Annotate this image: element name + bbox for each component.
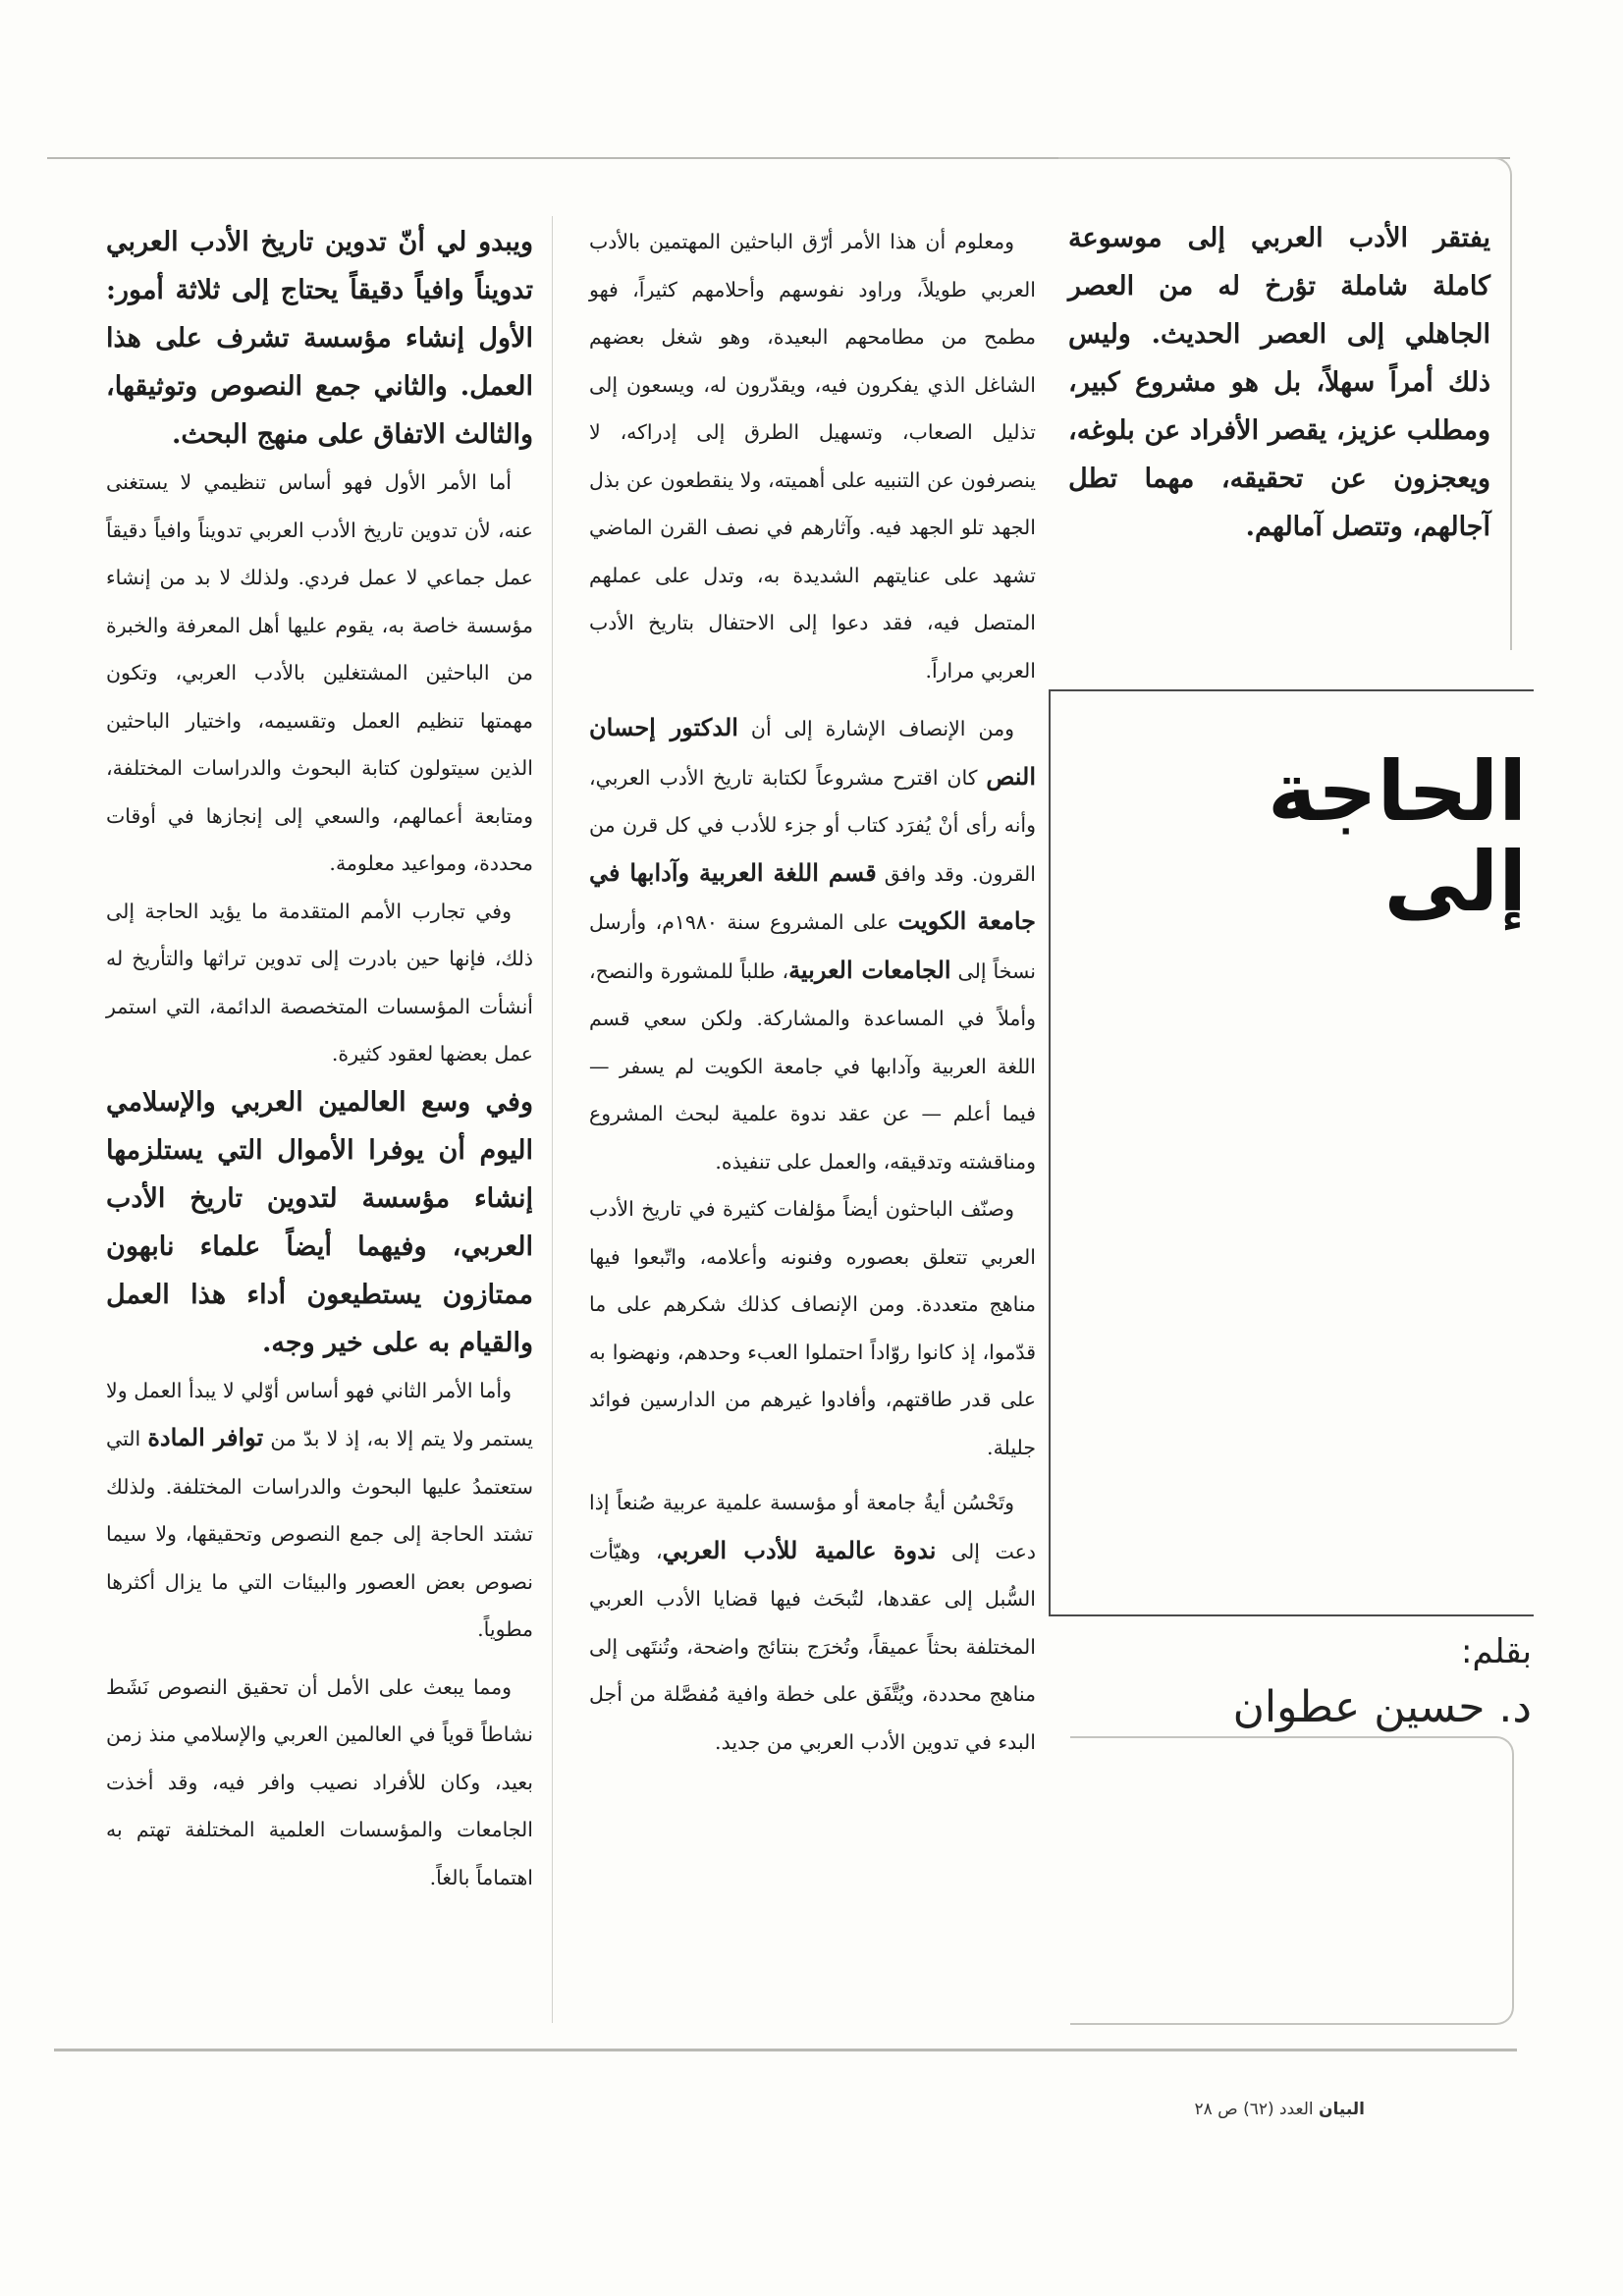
left-lead-paragraph: ويبدو لي أنّ تدوين تاريخ الأدب العربي تدويناً وافياً دقيقاً يحتاج إلى ثلاثة أمور: الأول إنشاء مؤسسة تشرف على هذا العمل. والثاني جمع النصوص وتوثيقها، والثالث الاتفاق على منهج البحث. (106, 227, 533, 450)
column-divider-left (552, 216, 553, 2023)
title-line-1: الحاجة (1268, 743, 1527, 840)
highlight-material: توافر المادة (147, 1423, 264, 1451)
highlight-author: الدكتور إحسان النص (589, 713, 1036, 791)
article-title (1065, 743, 1527, 930)
left-bold-paragraph: وفي وسع العالمين العربي والإسلامي اليوم أن يوفرا الأموال التي يستلزمها إنشاء مؤسسة لتدوين تاريخ الأدب العربي، وفيهما أيضاً علماء نابهون ممتازون يستطيعون أداء هذا العمل والقيام به على خير وجه. (106, 1086, 533, 1358)
bottom-rule (54, 2049, 1517, 2051)
byline (1070, 1630, 1532, 1736)
magazine-name: البيان (1319, 2100, 1365, 2119)
middle-paragraph-3: وصنّف الباحثون أيضاً مؤلفات كثيرة في تاريخ الأدب العربي تتعلق بعصوره وفنونه وأعلامه، واتّبعوا فيها مناهج متعددة. ومن الإنصاف كذلك شكرهم على ما قدّموا، إذ كانوا روّاداً احتملوا العبء وحدهم، ونهضوا به على قدر طاقتهم، وأفادوا غيرهم من الدارسين فوائد جليلة. (589, 1197, 1036, 1459)
decorative-frame (1070, 1736, 1514, 2025)
title-line-2: إلى (1383, 834, 1527, 930)
left-column (106, 218, 533, 1901)
middle-paragraph-2: ومن الإنصاف الإشارة إلى أن الدكتور إحسان النص كان اقترح مشروعاً لكتابة تاريخ الأدب العربي، وأنه رأى أنْ يُفرَد كتاب أو جزء للأدب في كل قرن من القرون. وقد وافق قسم اللغة العربية وآدابها في جامعة الكويت على المشروع سنة ١٩٨٠م، وأرسل نسخاً إلى الجامعات العربية، طلباً للمشورة والنصح، وأملاً في المساعدة والمشاركة. ولكن سعي قسم اللغة العربية وآدابها في جامعة الكويت لم يسفر — فيما أعلم — عن عقد ندوة علمية لبحث المشروع ومناقشته وتدقيقه، والعمل على تنفيذه. (589, 713, 1037, 1174)
intro-text: يفتقر الأدب العربي إلى موسوعة كاملة شاملة تؤرخ له من العصر الجاهلي إلى العصر الحديث. وليس ذلك أمراً سهلاً، بل هو مشروع كبير، ومطلب عزيز، يقصر الأفراد عن بلوغه، ويعجزون عن تحقيقه، مهما تطل آجالهم، وتتصل آمالهم. (1068, 223, 1490, 542)
left-paragraph-2: وفي تجارب الأمم المتقدمة ما يؤيد الحاجة إلى ذلك، فإنها حين بادرت إلى تدوين تراثها والتأريخ له أنشأت المؤسسات المتخصصة الدائمة، التي استمر عمل بعضها لعقود كثيرة. (106, 899, 533, 1066)
highlight-symposium: ندوة عالمية للأدب العربي (662, 1535, 937, 1564)
middle-paragraph-4: وتَحْسُن أيةُ جامعة أو مؤسسة علمية عربية صُنعاً إذا دعت إلى ندوة عالمية للأدب العربي، وهيّأت السُّبل إلى عقدها، لتُبحَث فيها قضايا الأدب العربي المختلفة بحثاً عميقاً، وتُخرَج بنتائج واضحة، وتُنتَهى إلى مناهج محددة، ويُتَّفَق على خطة وافية مُفصَّلة من أجل البدء في تدوين الأدب العربي من جديد. (589, 1491, 1036, 1754)
left-paragraph-3: وأما الأمر الثاني فهو أساس أوّلي لا يبدأ العمل ولا يستمر ولا يتم إلا به، إذ لا بدّ من توافر المادة التي ستعتمدُ عليها البحوث والدراسات المختلفة. ولذلك تشتد الحاجة إلى جمع النصوص وتحقيقها، ولا سيما نصوص بعض العصور والبيئات التي ما يزال أكثرها مطوياً. (106, 1378, 534, 1641)
highlight-department: قسم اللغة العربية وآدابها في جامعة الكويت (589, 857, 1036, 935)
left-paragraph-4: ومما يبعث على الأمل أن تحقيق النصوص نَشَط نشاطاً قوياً في العالمين العربي والإسلامي منذ زمن بعيد، وكان للأفراد نصيب وافر فيه، وقد أخذت الجامعات والمؤسسات العلمية المختلفة تهتم به اهتماماً بالغاً. (106, 1674, 533, 1889)
left-paragraph-1: أما الأمر الأول فهو أساس تنظيمي لا يستغنى عنه، لأن تدوين تاريخ الأدب العربي تدويناً وافياً دقيقاً عمل جماعي لا عمل فردي. ولذلك لا بد من إنشاء مؤسسة خاصة به، يقوم عليها أهل المعرفة والخبرة من الباحثين المشتغلين بالأدب العربي، وتكون مهمتها تنظيم العمل وتقسيمه، واختيار الباحثين الذين سيتولون كتابة البحوث والدراسات المختلفة، ومتابعة أعمالهم، والسعي إلى إنجازها في أوقات محددة، ومواعيد معلومة. (106, 470, 533, 875)
byline-label: بقلم: (1460, 1632, 1532, 1671)
middle-column (589, 218, 1036, 1766)
highlight-universities: الجامعات العربية (788, 955, 951, 984)
issue-page: العدد (٦٢) ص ٢٨ (1194, 2100, 1314, 2119)
page-footer (1080, 2100, 1365, 2119)
author-name: د. حسين عطوان (1232, 1682, 1532, 1732)
middle-paragraph-1: ومعلوم أن هذا الأمر أرّق الباحثين المهتمين بالأدب العربي طويلاً، وراود نفوسهم وأحلامهم كثيراً، فهو مطمح من مطامحهم البعيدة، وهو شغل بعضهم الشاغل الذي يفكرون فيه، ويقدّرون له، ويسعون إلى تذليل الصعاب، وتسهيل الطرق إلى إدراكه، لا ينصرفون عن التنبيه على أهميته، ولا ينقطعون عن بذل الجهد تلو الجهد فيه. وآثارهم في نصف القرن الماضي تشهد على عنايتهم الشديدة به، وتدل على عملهم المتصل فيه، فقد دعوا إلى الاحتفال بتاريخ الأدب العربي مراراً. (589, 230, 1036, 683)
